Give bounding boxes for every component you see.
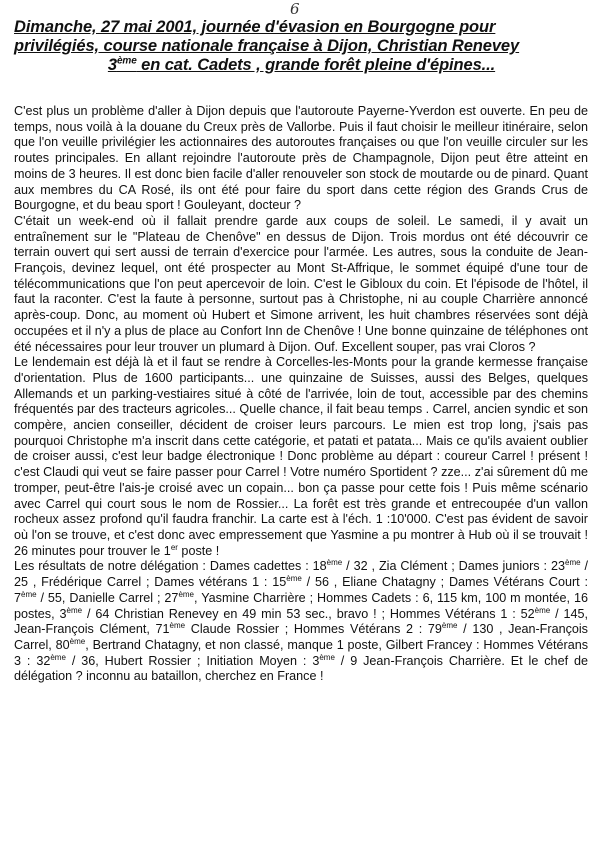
results-sup: ème <box>286 573 302 583</box>
title-line-3-rest: en cat. Cadets , grande forêt pleine d'épines... <box>136 56 496 74</box>
results-sup: ème <box>326 558 343 568</box>
results-sup: ème <box>178 589 194 599</box>
paragraph-3 <box>14 355 588 559</box>
paragraph-3-text: Le lendemain est déjà là et il faut se rendre à Corcelles-les-Monts pour la grande kermesse française d'orientation. Plus de 1600 participants... une quinzaine de Suisses, aussi des Belges, quelques Allemands et un parking-vestiaires situé à côté de l'arrivée, loin de tout, accessible par des chemins fréquentés par des tracteurs agricoles... Quelle chance, il fait beau temps . Carrel, ancien syndic et son compère, ancien conseiller, décident de croiser leurs parcours. Le mien est trop long, j'sais pas pourquoi Christophe m'a inscrit dans cette catégorie, et patati et patata... Mais ce qu'ils avaient oublier de croiser aussi, c'est leur badge électronique ! Donc problème au départ : coureur Carrel ! présent ! c'est Claudi qui veut se faire passer pour Carrel ! Votre numéro Sportident ? zze... z'ai sûrement dû me tromper, peut-être l'ais-je croisé avec un copain... bon ça passe pour cette fois ! Puis même scénario avec Carrel qui court sous le nom de Rossier... La forêt est très grande et entrecoupée d'un vallon rocheux assez profond qu'il faudra franchir. La carte est à l'éch. 1 :10'000. C'est pas évident de savoir où l'on se trouve, et c'est donc avec empressement que Yasmine a pu montrer à Hub où il se trouvait ! 26 minutes pour trouver le 1 <box>14 355 589 558</box>
results-text: Claude Rossier ; Hommes Vétérans 2 : 79 <box>185 622 442 637</box>
paragraph-3-end: poste ! <box>177 543 220 558</box>
title-line-2: privilégiés, course nationale française à Dijon, Christian Renevey <box>14 37 520 55</box>
results-sup: ème <box>534 605 551 615</box>
paragraph-1: C'est plus un problème d'aller à Dijon depuis que l'autoroute Payerne-Yverdon est ouverte. En peu de temps, nous voilà à la douane du Creux près de Vallorbe. Puis il faut choisir le meilleur itinéraire, selon que l'on veuille privilégier les actionnaires des autoroutes françaises ou que l'on veuille circuler sur les routes principales. En allant rejoindre l'autoroute près de Champagnole, Dijon peut être atteint en moins de 3 heures. Il est donc bien facile d'aller renouveler son stock de moutarde ou de pinard. Quant aux membres du CA Rosé, ils ont été pour faire du sport dans cette région des Grands Crus de Bourgogne, et du beau sport ! Gouleyant, docteur ? <box>14 104 588 213</box>
results-text: / 55, Danielle Carrel ; 27 <box>36 590 179 605</box>
page-number: 6 <box>290 0 300 18</box>
results-text: / 9 Jean-François Charrière. Et le chef de délégation ? inconnu au bataillon, cherchez en France ! <box>14 653 588 684</box>
results-sup: ème <box>319 652 335 662</box>
results-sup: ème <box>66 605 83 615</box>
title-line-3-rank: 3 <box>107 56 117 74</box>
results-text: / 36, Hubert Rossier ; Initiation Moyen : 3 <box>65 653 320 668</box>
results-sup: ème <box>565 558 581 568</box>
title-line-3-sup: ème <box>116 55 137 67</box>
title-line-3 <box>14 56 589 75</box>
paragraph-2: C'était un week-end où il fallait prendre garde aux coups de soleil. Le samedi, il y avait un entraînement sur le "Plateau de Chenôve" en dessus de Dijon. Trois mordus ont été découvrir ce terrain ouvert qui sert aussi de terrain d'exercice pour l'armée. Les autres, sous la conduite de Jean-François, devinez lequel, ont été prospecter au Mont St-Affrique, le sommet équipé d'une tour de télécommunications que l'on peut apercevoir de loin. C'est le Gibloux du coin. Et l'épisode de l'hôtel, il faut la raconter. C'est la faute à personne, surtout pas à Christophe, ni au couple Charrière annoncé après-coup. Donc, au moment où Hubert et Simone arrivent, les huit chambres réservées sont déjà occupées et il n'y a plus de place au Confort Inn de Chenôve ! Une bonne quinzaine de téléphones ont été nécessaires pour leur trouver un plumard à Dijon. Ouf. Excellent souper, pas vrai Cloros ? <box>14 213 588 354</box>
results-text: , Bertrand Chatagny, et non classé, manque 1 poste, Gilbert Francey : Hommes Vétérans 3 : 32 <box>14 637 588 668</box>
results-sup: ème <box>441 621 458 631</box>
results-text: Les résultats de notre délégation : Dames cadettes : 18 <box>14 559 327 574</box>
results-text: / 25 , Frédérique Carrel ; Dames vétérans 1 : 15 <box>14 559 588 590</box>
article-title <box>14 18 589 75</box>
results-text: , Yasmine Charrière ; Hommes Cadets : 6, 115 km, 100 m montée, 16 postes, 3 <box>14 590 588 621</box>
results-sup: ème <box>169 621 186 631</box>
results-text: / 145, Jean-François Clément, 71 <box>14 606 588 637</box>
article-body <box>14 104 588 685</box>
results-sup: ème <box>50 652 66 662</box>
results-text: / 130 , Jean-François Carrel, 80 <box>14 622 588 652</box>
results-sup: ème <box>69 636 86 646</box>
results-sup: ème <box>21 589 37 599</box>
title-line-1: Dimanche, 27 mai 2001, journée d'évasion en Bourgogne pour <box>14 18 496 36</box>
results-text: / 32 , Zia Clément ; Dames juniors : 23 <box>342 559 565 574</box>
results-paragraph <box>14 559 588 685</box>
results-text: / 64 Christian Renevey en 49 min 53 sec., bravo ! ; Hommes Vétérans 1 : 52 <box>82 606 535 621</box>
results-text: / 56 , Eliane Chatagny ; Dames Vétérans Court : 7 <box>14 575 588 605</box>
paragraph-3-sup: er <box>170 542 178 552</box>
